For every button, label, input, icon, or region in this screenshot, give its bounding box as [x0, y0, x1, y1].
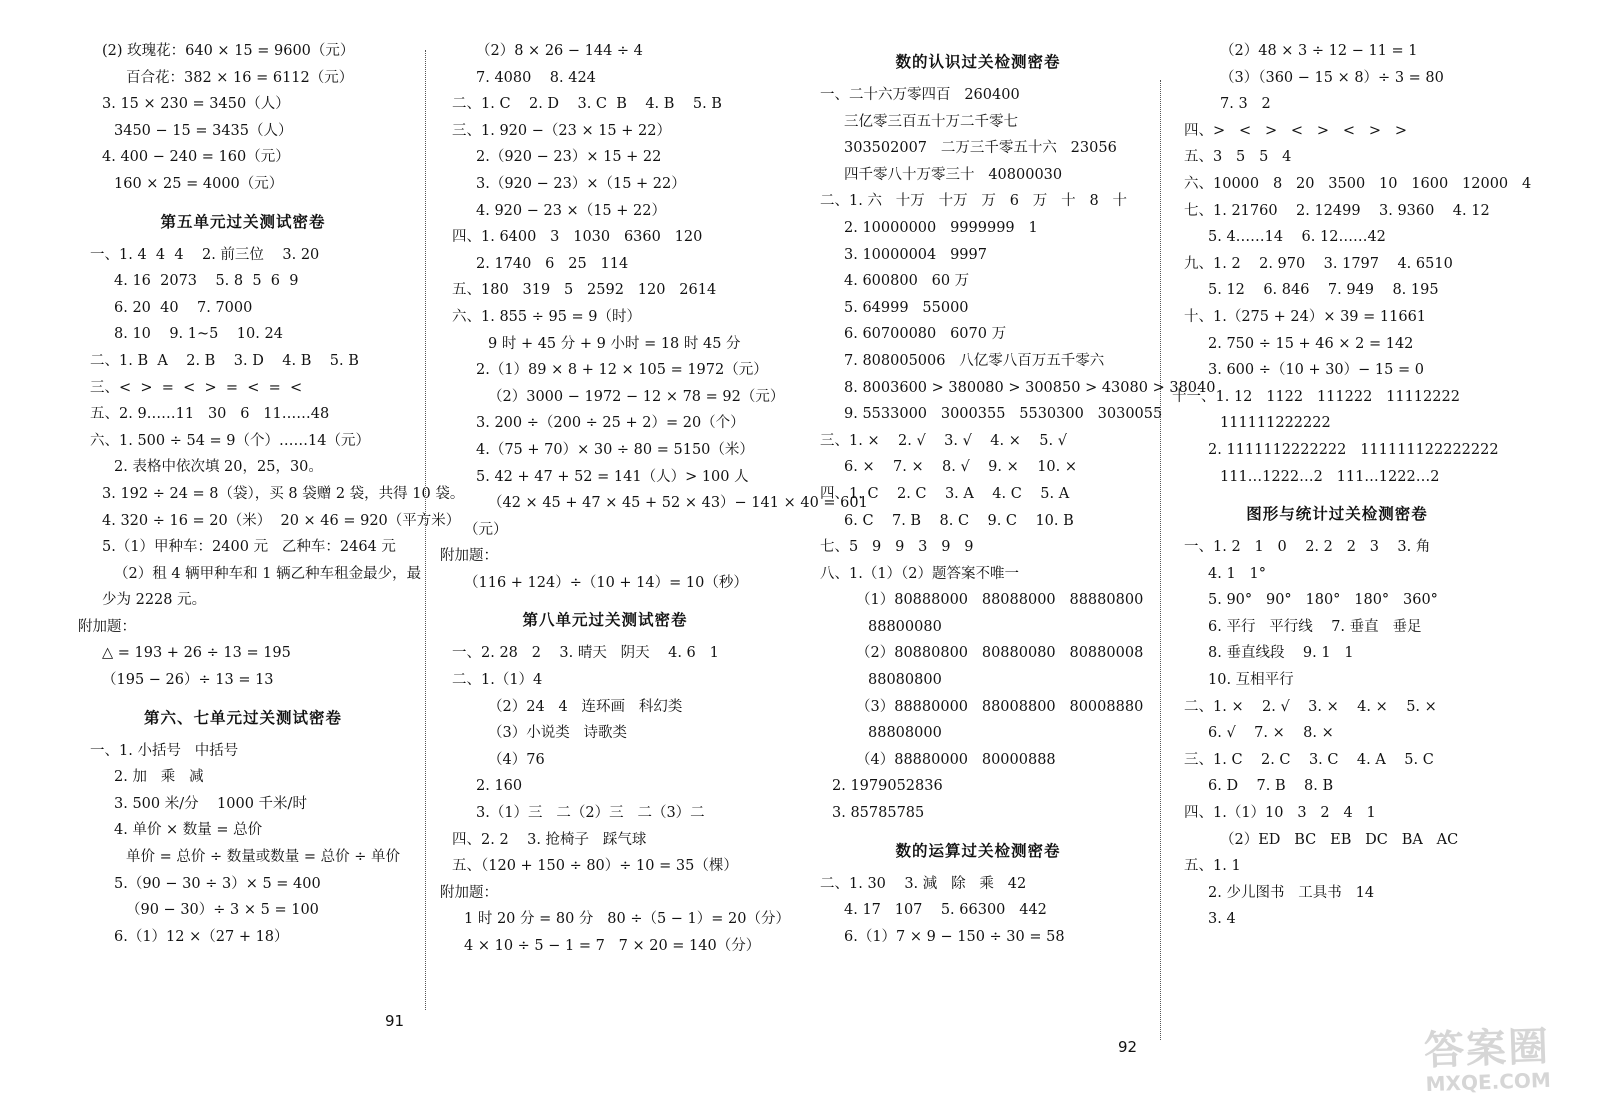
answer-line: 5. 42 + 47 + 52 = 141（人）> 100 人 — [476, 468, 749, 485]
answer-line: 6. 平行 平行线 7. 垂直 垂足 — [1208, 618, 1422, 635]
answer-line: 3. 600 ÷（10 + 30）− 15 = 0 — [1208, 362, 1424, 379]
answer-line: 3.（920 − 23）×（15 + 22） — [476, 175, 686, 192]
answer-line: 三、1. 920 −（23 × 15 + 22） — [452, 122, 671, 139]
answer-line: 4 × 10 ÷ 5 − 1 = 7 7 × 20 = 140（分） — [464, 938, 761, 954]
answer-line: 4. 单价 × 数量 = 总价 — [114, 822, 263, 839]
answer-line: 二、1.（1）4 — [452, 672, 543, 689]
answer-line: 4. 920 − 23 ×（15 + 22） — [476, 202, 666, 219]
answer-line: 6. × 7. × 8. √ 9. × 10. × — [844, 459, 1078, 476]
section-heading: 第六、七单元过关测试密卷 — [143, 708, 342, 727]
answer-line: 三、1. C 2. C 3. C 4. A 5. C — [1184, 751, 1434, 768]
answer-line: 二、1. B A 2. B 3. D 4. B 5. B — [90, 352, 359, 369]
answer-line: 一、1. 4 4 4 2. 前三位 3. 20 — [90, 246, 320, 263]
answer-line: 五、2. 9……11 30 6 11……48 — [90, 406, 330, 423]
answer-line: 5. 12 6. 846 7. 949 8. 195 — [1208, 282, 1439, 299]
answer-line: 4. 17 107 5. 66300 442 — [844, 902, 1047, 919]
answer-line: 303502007 二万三千零五十六 23056 — [844, 140, 1117, 157]
answer-line: 3.（1）三 二（2）三 二（3）二 — [476, 805, 705, 822]
answer-line: 七、1. 21760 2. 12499 3. 9360 4. 12 — [1184, 202, 1490, 219]
answer-line: 5. 90° 90° 180° 180° 360° — [1208, 592, 1438, 609]
answer-line: 十、1.（275 + 24）× 39 = 11661 — [1184, 308, 1427, 325]
column-4 — [1172, 38, 1532, 933]
answer-line: 8. 10 9. 1~5 10. 24 — [114, 326, 283, 343]
answer-line: （2）ED BC EB DC BA AC — [1220, 831, 1459, 848]
answer-line: 一、二十六万零四百 260400 — [820, 87, 1020, 103]
answer-line: 4. 1 1° — [1208, 565, 1266, 582]
section-heading: 第八单元过关测试密卷 — [522, 611, 688, 630]
answer-line: 二、1. 六 十万 十万 万 6 万 十 8 十 — [820, 193, 1128, 210]
answer-line: 1 时 20 分 = 80 分 80 ÷（5 − 1）= 20（分） — [464, 911, 790, 928]
answer-line: 四、2. 2 3. 抢椅子 踩气球 — [452, 831, 647, 848]
answer-line: （2）租 4 辆甲种车和 1 辆乙种车租金最少，最 — [114, 565, 422, 582]
answer-line: 6.（1）7 × 9 − 150 ÷ 30 = 58 — [844, 928, 1065, 945]
answer-line: 2. 1979052836 — [832, 778, 943, 795]
answer-line: 二、1. C 2. D 3. C B 4. B 5. B — [452, 96, 722, 113]
answer-line: 6. D 7. B 8. B — [1208, 778, 1334, 795]
answer-line: 4. 320 ÷ 16 = 20（米） 20 × 46 = 920（平方米） — [102, 512, 461, 529]
answer-line: 四、1.（1）10 3 2 4 1 — [1184, 805, 1376, 822]
answer-line: （2）24 4 连环画 科幻类 — [488, 698, 683, 715]
answer-line: (2) 玫瑰花：640 × 15 = 9600（元） — [102, 43, 355, 59]
answer-line: （4）76 — [488, 751, 545, 768]
page-number-right: 92 — [1118, 1038, 1138, 1056]
answer-line: 7. 4080 8. 424 — [476, 69, 596, 86]
answer-line: 8. 垂直线段 9. 1 1 — [1208, 645, 1354, 662]
answer-line: 2. 表格中依次填 20，25，30。 — [114, 459, 323, 476]
answer-line: 3. 4 — [1208, 911, 1236, 928]
answer-line: 111111222222 — [1220, 415, 1331, 432]
answer-line: 少为 2228 元。 — [102, 592, 207, 609]
column-1 — [78, 38, 465, 950]
answer-line: 一、1. 2 1 0 2. 2 2 3 3. 角 — [1184, 539, 1431, 556]
answer-line: 2. 750 ÷ 15 + 46 × 2 = 142 — [1208, 335, 1414, 352]
answer-line: 2. 1740 6 25 114 — [476, 255, 629, 272]
answer-line: 6. √ 7. × 8. × — [1208, 725, 1334, 742]
answer-line: 2. 加 乘 减 — [114, 769, 204, 786]
answer-line: （116 + 124）÷（10 + 14）= 10（秒） — [464, 574, 748, 591]
section-heading: 第五单元过关测试密卷 — [160, 212, 326, 231]
answer-line: 3. 15 × 230 = 3450（人） — [102, 96, 290, 113]
answer-line: 四、1. 6400 3 1030 6360 120 — [452, 229, 703, 246]
answer-line: 六、1. 500 ÷ 54 = 9（个）……14（元） — [90, 432, 370, 449]
answer-line: （195 − 26）÷ 13 = 13 — [102, 672, 274, 689]
answer-line: （元） — [464, 521, 508, 538]
answer-line: 2. 1111112222222 111111122222222 — [1208, 441, 1499, 458]
answer-line: 五、3 5 5 4 — [1184, 149, 1292, 166]
answer-line: 五、180 319 5 2592 120 2614 — [452, 282, 717, 299]
answer-line: 四、1. C 2. C 3. A 4. C 5. A — [820, 485, 1070, 502]
section-heading: 数的认识过关检测密卷 — [895, 53, 1061, 71]
column-2 — [440, 38, 868, 960]
answer-line: 2.（920 − 23）× 15 + 22 — [476, 149, 662, 166]
answer-line: 88800080 — [868, 618, 942, 635]
answer-line: 一、1. 小括号 中括号 — [90, 742, 239, 759]
answer-line: 五、1. 1 — [1184, 858, 1241, 875]
answer-line: 三亿零三百五十万二千零七 — [844, 113, 1018, 130]
page-number-left: 91 — [385, 1012, 405, 1030]
answer-line: （42 × 45 + 47 × 45 + 52 × 43）− 141 × 40 = 601 — [488, 495, 868, 512]
answer-line: 2.（1）89 × 8 + 12 × 105 = 1972（元） — [476, 362, 768, 379]
column-divider — [425, 50, 426, 1010]
answer-line: 111…1222…2 111…1222…2 — [1220, 468, 1440, 485]
answer-line: 9 时 + 45 分 + 9 小时 = 18 时 45 分 — [488, 335, 741, 352]
answer-line: （4）88880000 80000888 — [856, 751, 1056, 768]
answer-line: 5. 4……14 6. 12……42 — [1208, 229, 1386, 246]
answer-line: 6.（1）12 ×（27 + 18） — [114, 928, 289, 945]
answer-line: 百合花：382 × 16 = 6112（元） — [126, 69, 354, 86]
watermark-sub-text: MXQE.COM — [1425, 1067, 1552, 1097]
watermark-logo — [1404, 1024, 1571, 1098]
answer-line: 3. 192 ÷ 24 = 8（袋），买 8 袋赠 2 袋，共得 10 袋。 — [102, 485, 465, 502]
answer-line: 附加题： — [440, 548, 498, 565]
answer-line: 10. 互相平行 — [1208, 672, 1294, 689]
section-heading: 图形与统计过关检测密卷 — [1246, 505, 1428, 524]
answer-line: 附加题： — [78, 618, 136, 635]
answer-line: 3. 85785785 — [832, 805, 925, 822]
watermark-main-text: 答案圈 — [1423, 1023, 1551, 1075]
answer-line: 5.（90 − 30 ÷ 3）× 5 = 400 — [114, 875, 321, 892]
answer-line: 六、1. 855 ÷ 95 = 9（时） — [452, 308, 642, 325]
answer-line: 二、1. 30 3. 減 除 乘 42 — [820, 875, 1027, 892]
answer-line: 9. 5533000 3000355 5530300 3030055 — [844, 406, 1163, 423]
answer-line: 2. 10000000 9999999 1 — [844, 219, 1038, 236]
answer-line: 8. 8003600 > 380080 > 300850 > 43080 > 38040 — [844, 379, 1216, 396]
answer-line: 附加题： — [440, 884, 498, 901]
answer-line: 4. 600800 60 万 — [844, 273, 970, 290]
answer-line: （2）3000 − 1972 − 12 × 78 = 92（元） — [488, 388, 785, 405]
answer-line: 四、> < > < > < > > — [1184, 122, 1407, 139]
answer-line: 三、< > = < > = < = < — [90, 379, 303, 396]
column-divider — [1160, 80, 1161, 1040]
answer-line: （1）80888000 88088000 88880800 — [856, 592, 1144, 609]
answer-line: 160 × 25 = 4000（元） — [114, 175, 284, 192]
answer-line: 3. 200 ÷（200 ÷ 25 + 2）= 20（个） — [476, 415, 745, 432]
answer-line: 三、1. × 2. √ 3. √ 4. × 5. √ — [820, 432, 1067, 449]
answer-line: （2）48 × 3 ÷ 12 − 11 = 1 — [1220, 43, 1418, 59]
answer-line: 7. 3 2 — [1220, 96, 1271, 113]
answer-line: 七、5 9 9 3 9 9 — [820, 539, 974, 556]
answer-line: 3. 500 米/分 1000 千米/时 — [114, 795, 307, 812]
answer-line: 5.（1）甲种车：2400 元 乙种车：2464 元 — [102, 539, 396, 556]
answer-line: 88080800 — [868, 672, 942, 689]
answer-line: 6. 20 40 7. 7000 — [114, 299, 253, 316]
answer-line: （2）8 × 26 − 144 ÷ 4 — [476, 43, 643, 59]
answer-line: 4.（75 + 70）× 30 ÷ 80 = 5150（米） — [476, 441, 754, 458]
answer-line: 3. 10000004 9997 — [844, 246, 987, 263]
answer-line: 7. 808005006 八亿零八百万五千零六 — [844, 352, 1105, 369]
answer-line: 八、1.（1）（2）题答案不唯一 — [820, 565, 1020, 582]
answer-line: 一、2. 28 2 3. 晴天 阴天 4. 6 1 — [452, 645, 719, 662]
answer-line: 2. 少儿图书 工具书 14 — [1208, 884, 1375, 901]
answer-line: 4. 16 2073 5. 8 5 6 9 — [114, 273, 299, 290]
answer-line: （3）（360 − 15 × 8）÷ 3 = 80 — [1220, 69, 1444, 86]
answer-line: 3450 − 15 = 3435（人） — [114, 122, 293, 139]
answer-line: 五、（120 + 150 ÷ 80）÷ 10 = 35（棵） — [452, 858, 738, 875]
answer-line: 6. C 7. B 8. C 9. C 10. B — [844, 512, 1074, 529]
answer-line: 九、1. 2 2. 970 3. 1797 4. 6510 — [1184, 255, 1453, 272]
answer-line: 2. 160 — [476, 778, 523, 795]
answer-line: 六、10000 8 20 3500 10 1600 12000 4 — [1184, 175, 1532, 192]
answer-line: （2）80880800 80880080 80880008 — [856, 645, 1144, 662]
answer-line: 单价 = 总价 ÷ 数量或数量 = 总价 ÷ 单价 — [126, 849, 400, 866]
answer-line: （90 − 30）÷ 3 × 5 = 100 — [126, 902, 319, 919]
answer-line: 二、1. × 2. √ 3. × 4. × 5. × — [1184, 698, 1437, 715]
answer-line: 6. 60700080 6070 万 — [844, 326, 1007, 343]
answer-line: （3）88880000 88008800 80008880 — [856, 698, 1144, 715]
answer-line: 四千零八十万零三十 40800030 — [844, 166, 1063, 183]
answer-line: 4. 400 − 240 = 160（元） — [102, 149, 290, 166]
answer-line: 十一、1. 12 1122 111222 11112222 — [1172, 388, 1460, 405]
answer-line: 88808000 — [868, 725, 942, 742]
answer-line: △ = 193 + 26 ÷ 13 = 195 — [102, 645, 291, 662]
answer-line: （3）小说类 诗歌类 — [488, 725, 628, 742]
section-heading: 数的运算过关检测密卷 — [895, 841, 1061, 860]
answer-line: 5. 64999 55000 — [844, 299, 969, 316]
